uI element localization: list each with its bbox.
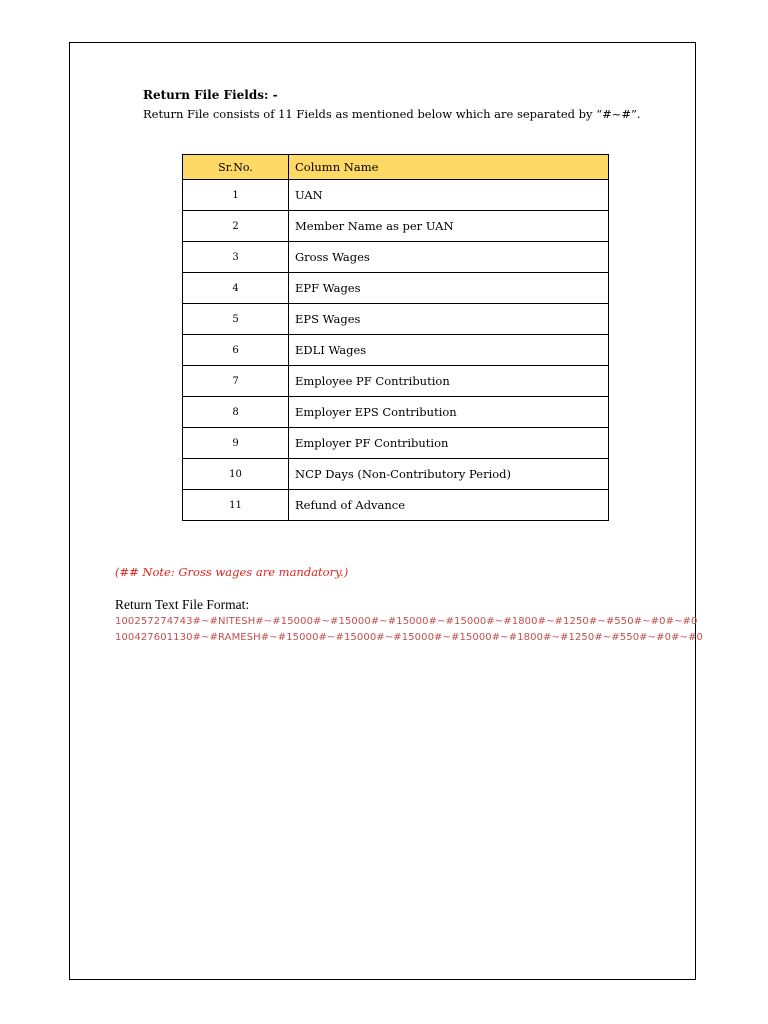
row-column-name: NCP Days (Non-Contributory Period) xyxy=(289,459,609,490)
table-header-row xyxy=(183,155,609,180)
fields-table xyxy=(182,154,609,521)
row-column-name: EDLI Wages xyxy=(289,335,609,366)
format-example-line: 100257274743#~#NITESH#~#15000#~#15000#~#15000#~#15000#~#1800#~#1250#~#550#~#0#~#0 xyxy=(115,616,698,627)
row-sr-no: 3 xyxy=(183,242,289,273)
row-sr-no: 1 xyxy=(183,180,289,211)
row-column-name: EPS Wages xyxy=(289,304,609,335)
mandatory-note: (## Note: Gross wages are mandatory.) xyxy=(115,565,349,579)
table-row xyxy=(183,335,609,366)
table-row xyxy=(183,273,609,304)
document-page xyxy=(69,42,703,980)
row-sr-no: 2 xyxy=(183,211,289,242)
row-column-name: Refund of Advance xyxy=(289,490,609,521)
table-row xyxy=(183,366,609,397)
row-column-name: Employer EPS Contribution xyxy=(289,397,609,428)
row-column-name: Employee PF Contribution xyxy=(289,366,609,397)
row-column-name: Employer PF Contribution xyxy=(289,428,609,459)
row-sr-no: 8 xyxy=(183,397,289,428)
table-row xyxy=(183,180,609,211)
table-row xyxy=(183,428,609,459)
row-sr-no: 9 xyxy=(183,428,289,459)
row-column-name: UAN xyxy=(289,180,609,211)
row-sr-no: 11 xyxy=(183,490,289,521)
header-sr-no: Sr.No. xyxy=(183,155,289,180)
table-row xyxy=(183,242,609,273)
row-column-name: EPF Wages xyxy=(289,273,609,304)
table-row xyxy=(183,397,609,428)
intro-text: Return File consists of 11 Fields as mentioned below which are separated by “#~#”. xyxy=(143,107,641,121)
header-column-name: Column Name xyxy=(289,155,609,180)
row-sr-no: 7 xyxy=(183,366,289,397)
table-row xyxy=(183,304,609,335)
row-sr-no: 10 xyxy=(183,459,289,490)
table-row xyxy=(183,211,609,242)
row-sr-no: 4 xyxy=(183,273,289,304)
row-column-name: Gross Wages xyxy=(289,242,609,273)
table-row xyxy=(183,490,609,521)
section-heading: Return File Fields: - xyxy=(143,88,278,102)
format-title: Return Text File Format: xyxy=(115,597,250,612)
row-column-name: Member Name as per UAN xyxy=(289,211,609,242)
row-sr-no: 6 xyxy=(183,335,289,366)
table-row xyxy=(183,459,609,490)
format-example-line: 100427601130#~#RAMESH#~#15000#~#15000#~#15000#~#15000#~#1800#~#1250#~#550#~#0#~#0 xyxy=(115,632,703,643)
row-sr-no: 5 xyxy=(183,304,289,335)
